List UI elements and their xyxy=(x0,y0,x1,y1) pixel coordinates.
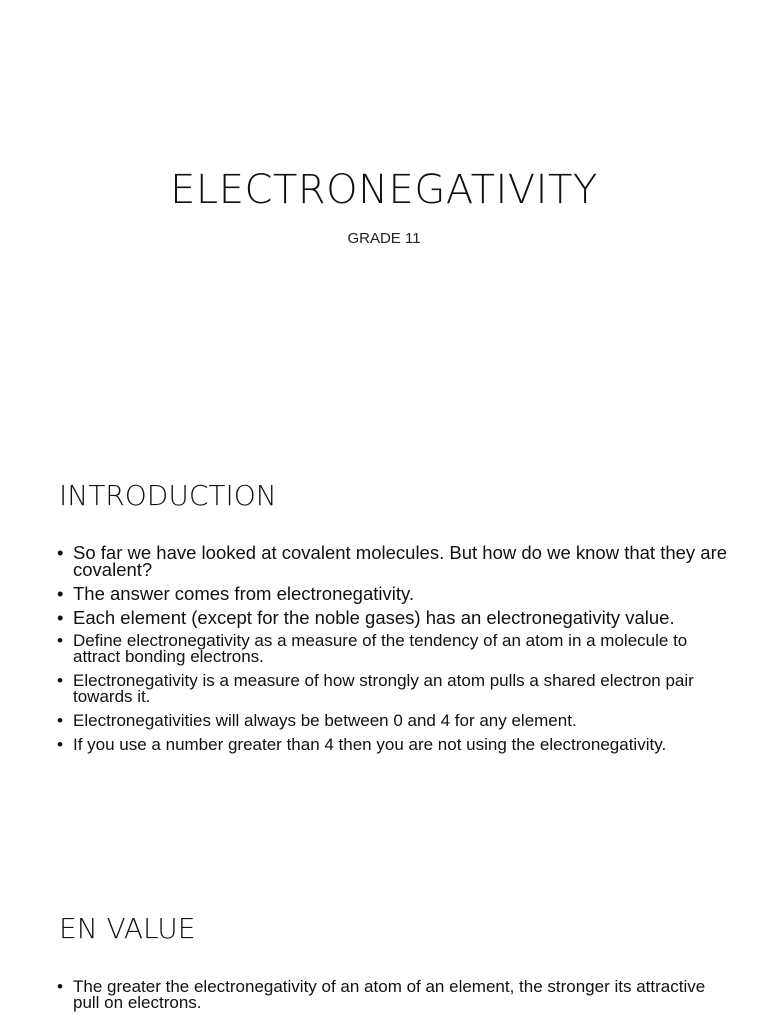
list-item xyxy=(57,673,729,705)
bullet-icon: • xyxy=(57,977,63,996)
bullet-icon: • xyxy=(57,631,63,650)
title-slide xyxy=(0,0,768,432)
bullet-icon: • xyxy=(57,583,64,604)
bullet-list xyxy=(57,979,729,1019)
slide-title: ELECTRONEGATIVITY xyxy=(170,167,598,213)
list-item-text: Electronegativities will always be between 0 and 4 for any element. xyxy=(73,711,577,730)
bullet-icon: • xyxy=(57,735,63,754)
list-item-text: If you use a number greater than 4 then you are not using the electronegativity. xyxy=(73,735,667,754)
bullet-icon: • xyxy=(57,711,63,730)
bullet-list xyxy=(57,544,729,761)
introduction-slide xyxy=(0,432,768,864)
list-item-text: Each element (except for the noble gases) has an electronegativity value. xyxy=(73,607,675,628)
slide-subtitle: GRADE 11 xyxy=(347,230,421,247)
bullet-icon: • xyxy=(57,607,64,628)
bullet-icon: • xyxy=(57,542,64,563)
en-value-slide xyxy=(0,864,768,1024)
list-item-text: The greater the electronegativity of an atom of an element, the stronger its attractive pull on electrons. xyxy=(73,977,706,1012)
section-heading: EN VALUE xyxy=(59,912,196,945)
list-item xyxy=(57,713,729,729)
list-item xyxy=(57,544,729,578)
list-item-text: The answer comes from electronegativity. xyxy=(73,583,415,604)
list-item xyxy=(57,585,729,602)
list-item xyxy=(57,609,729,626)
list-item xyxy=(57,979,729,1011)
list-item-text: So far we have looked at covalent molecules. But how do we know that they are covalent? xyxy=(73,542,728,580)
list-item-text: Electronegativity is a measure of how strongly an atom pulls a shared electron pair towards it. xyxy=(73,671,694,706)
list-item-text: Define electronegativity as a measure of the tendency of an atom in a molecule to attract bonding electrons. xyxy=(73,631,688,666)
list-item xyxy=(57,633,729,665)
list-item xyxy=(57,737,729,753)
section-heading: INTRODUCTION xyxy=(59,479,277,512)
bullet-icon: • xyxy=(57,671,63,690)
